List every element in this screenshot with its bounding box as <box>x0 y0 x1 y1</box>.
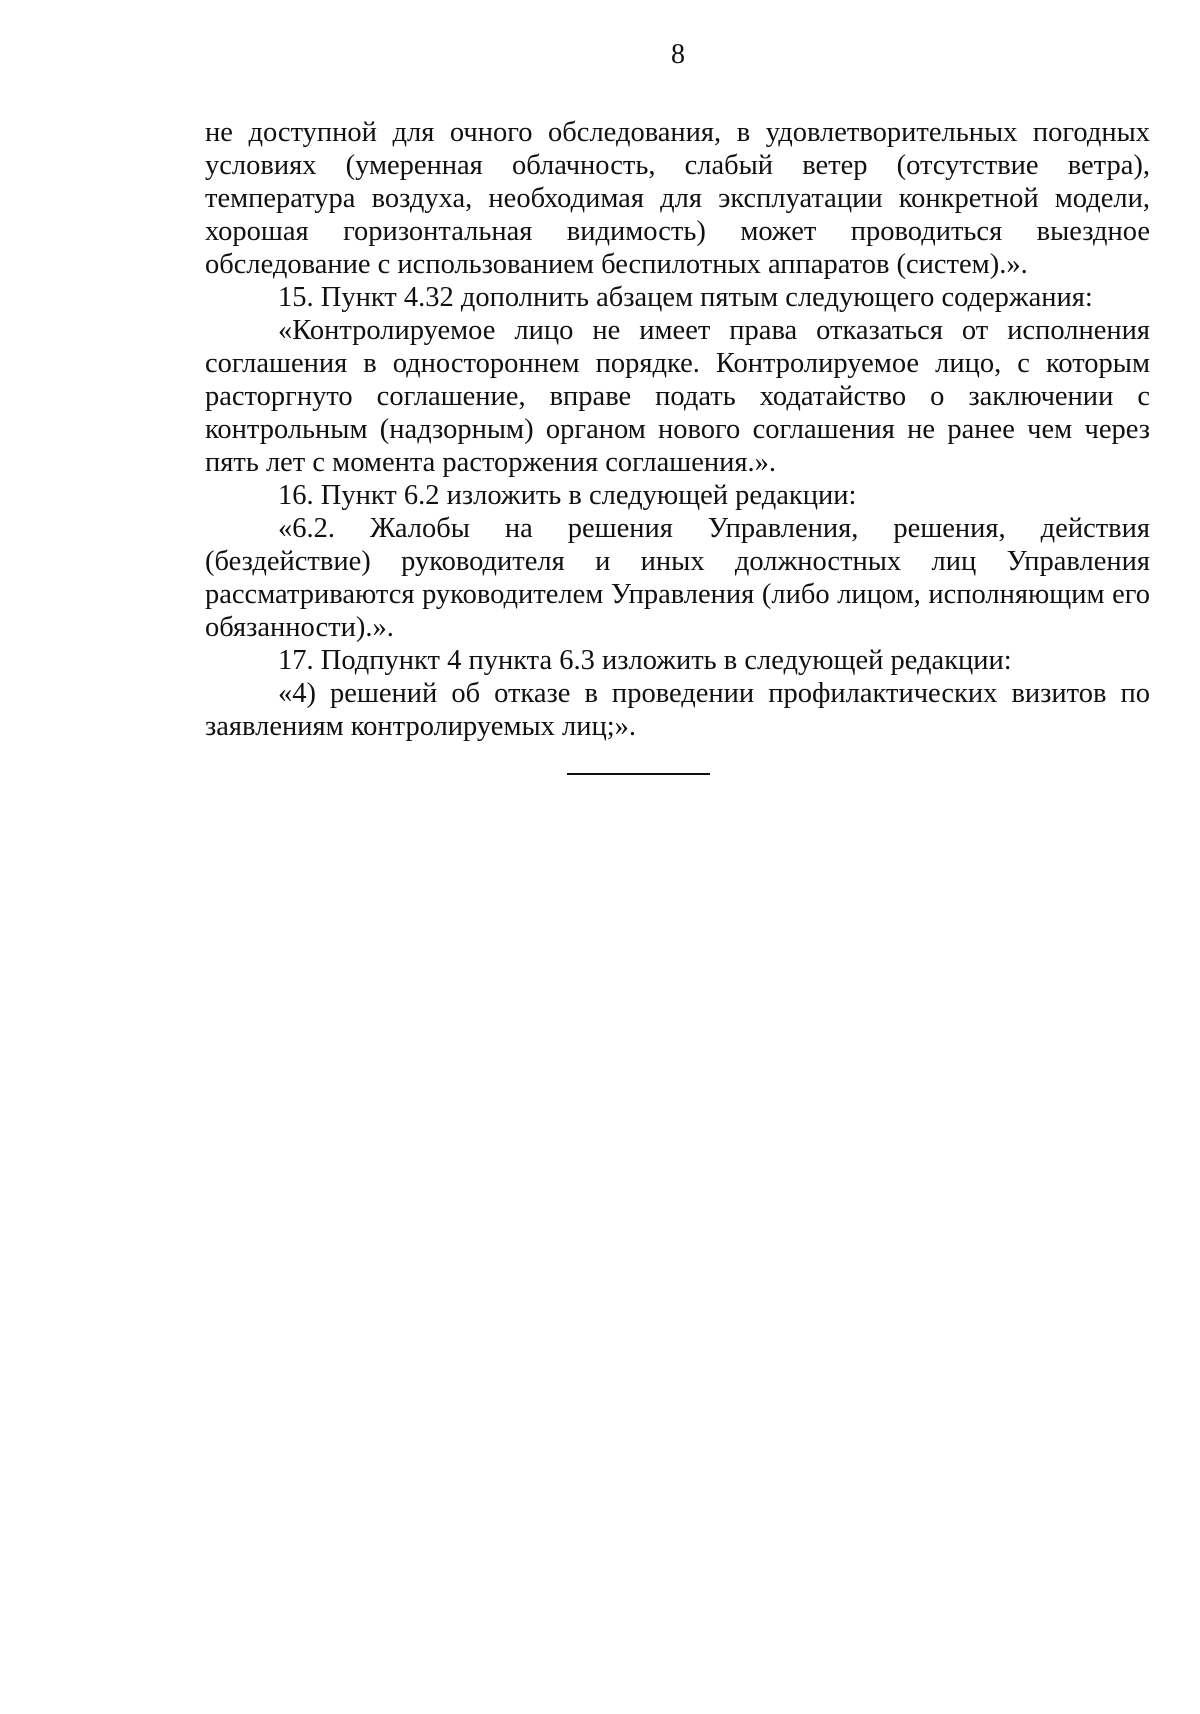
paragraph-item-17: 17. Подпункт 4 пункта 6.3 изложить в следующей редакции: <box>278 645 1012 676</box>
paragraph-item-17-quote: «4) решений об отказе в проведении профилактических визитов по заявлениям контролируемых лиц;». <box>205 678 1150 742</box>
paragraph-item-16: 16. Пункт 6.2 изложить в следующей редакции: <box>278 480 857 511</box>
paragraph-continuation: не доступной для очного обследования, в удовлетворительных погодных условиях (умеренная облачность, слабый ветер (отсутствие ветра), температура воздуха, необходимая для эксплуатации конкретной модели, хорошая горизонтальная видимость) может проводиться выездное обследование с использованием беспилотных аппаратов (систем).». <box>205 117 1150 280</box>
paragraph-item-15-quote: «Контролируемое лицо не имеет права отказаться от исполнения соглашения в одностороннем порядке. Контролируемое лицо, с которым расторгнуто соглашение, вправе подать ходатайство о заключении с контрольным (надзорным) органом нового соглашения не ранее чем через пять лет с момента расторжения соглашения.». <box>205 315 1150 478</box>
paragraph-item-16-quote: «6.2. Жалобы на решения Управления, решения, действия (бездействие) руководителя и иных должностных лиц Управления рассматриваются руководителем Управления (либо лицом, исполняющим его обязанности).». <box>205 513 1150 643</box>
page-number: 8 <box>671 39 685 70</box>
document-body <box>205 116 1150 743</box>
end-of-document-rule <box>567 773 710 775</box>
paragraph-item-15: 15. Пункт 4.32 дополнить абзацем пятым следующего содержания: <box>278 282 1093 313</box>
